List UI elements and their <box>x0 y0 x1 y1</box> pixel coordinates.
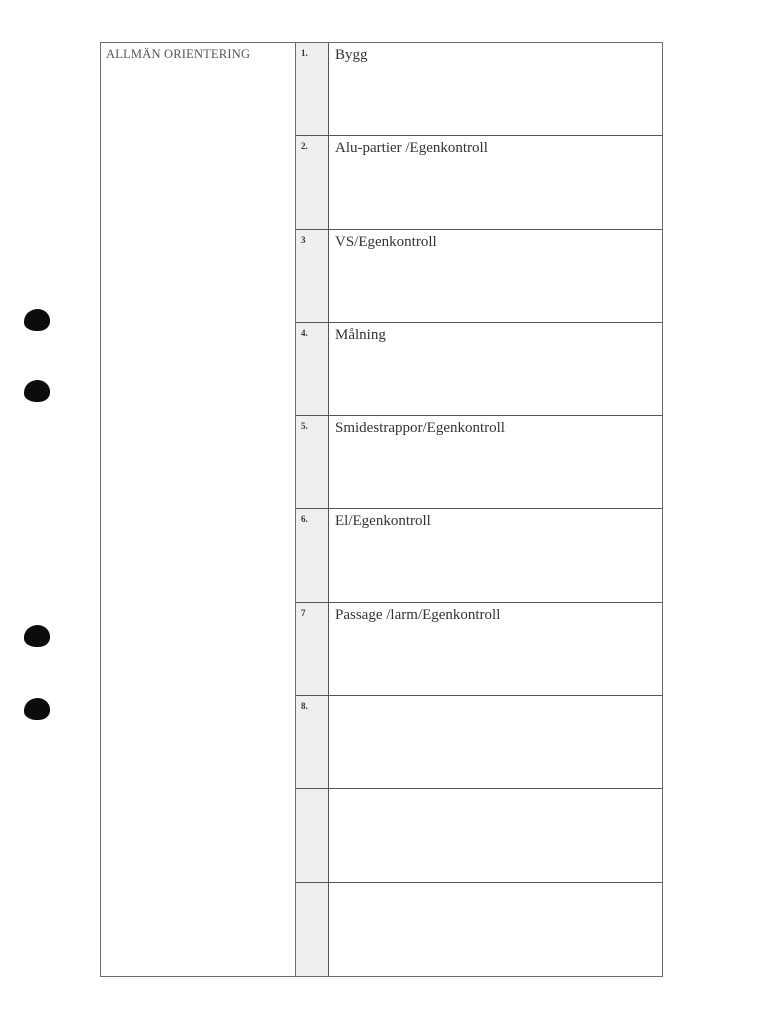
row-number-cell <box>296 323 329 415</box>
form-row-10 <box>296 883 662 976</box>
row-number: 6. <box>301 514 308 525</box>
row-label: El/Egenkontroll <box>335 513 431 530</box>
row-number-cell <box>296 789 329 881</box>
row-label: Smidestrappor/Egenkontroll <box>335 420 505 437</box>
row-number-cell <box>296 136 329 228</box>
row-number-cell <box>296 603 329 695</box>
form-row-7 <box>296 603 662 696</box>
row-label: Målning <box>335 326 386 343</box>
form-row-5 <box>296 416 662 509</box>
section-column <box>101 43 296 976</box>
form-row-6 <box>296 509 662 602</box>
punch-hole-3 <box>24 625 50 647</box>
items-column <box>296 43 662 976</box>
form-row-9 <box>296 789 662 882</box>
section-heading: ALLMÄN ORIENTERING <box>106 47 251 61</box>
row-number-cell <box>296 696 329 788</box>
row-number: 8. <box>301 701 308 712</box>
row-number: 2. <box>301 141 308 152</box>
punch-hole-2 <box>24 380 50 402</box>
form-row-4 <box>296 323 662 416</box>
row-label: Passage /larm/Egenkontroll <box>335 606 501 623</box>
row-number-cell <box>296 883 329 976</box>
row-number-cell <box>296 43 329 135</box>
punch-hole-4 <box>24 698 50 720</box>
punch-hole-1 <box>24 309 50 331</box>
form-row-8 <box>296 696 662 789</box>
form-row-1 <box>296 43 662 136</box>
row-number-cell <box>296 509 329 601</box>
row-number: 5. <box>301 421 308 432</box>
row-number: 4. <box>301 327 308 338</box>
row-number: 1. <box>301 48 308 58</box>
row-label: VS/Egenkontroll <box>335 233 437 250</box>
row-number: 7 <box>301 607 306 618</box>
form-row-3 <box>296 230 662 323</box>
row-label: Bygg <box>335 47 368 63</box>
row-number: 3 <box>301 234 306 245</box>
form-row-2 <box>296 136 662 229</box>
row-number-cell <box>296 230 329 322</box>
orientation-form-table <box>100 42 663 977</box>
row-label: Alu-partier /Egenkontroll <box>335 140 488 157</box>
row-number-cell <box>296 416 329 508</box>
